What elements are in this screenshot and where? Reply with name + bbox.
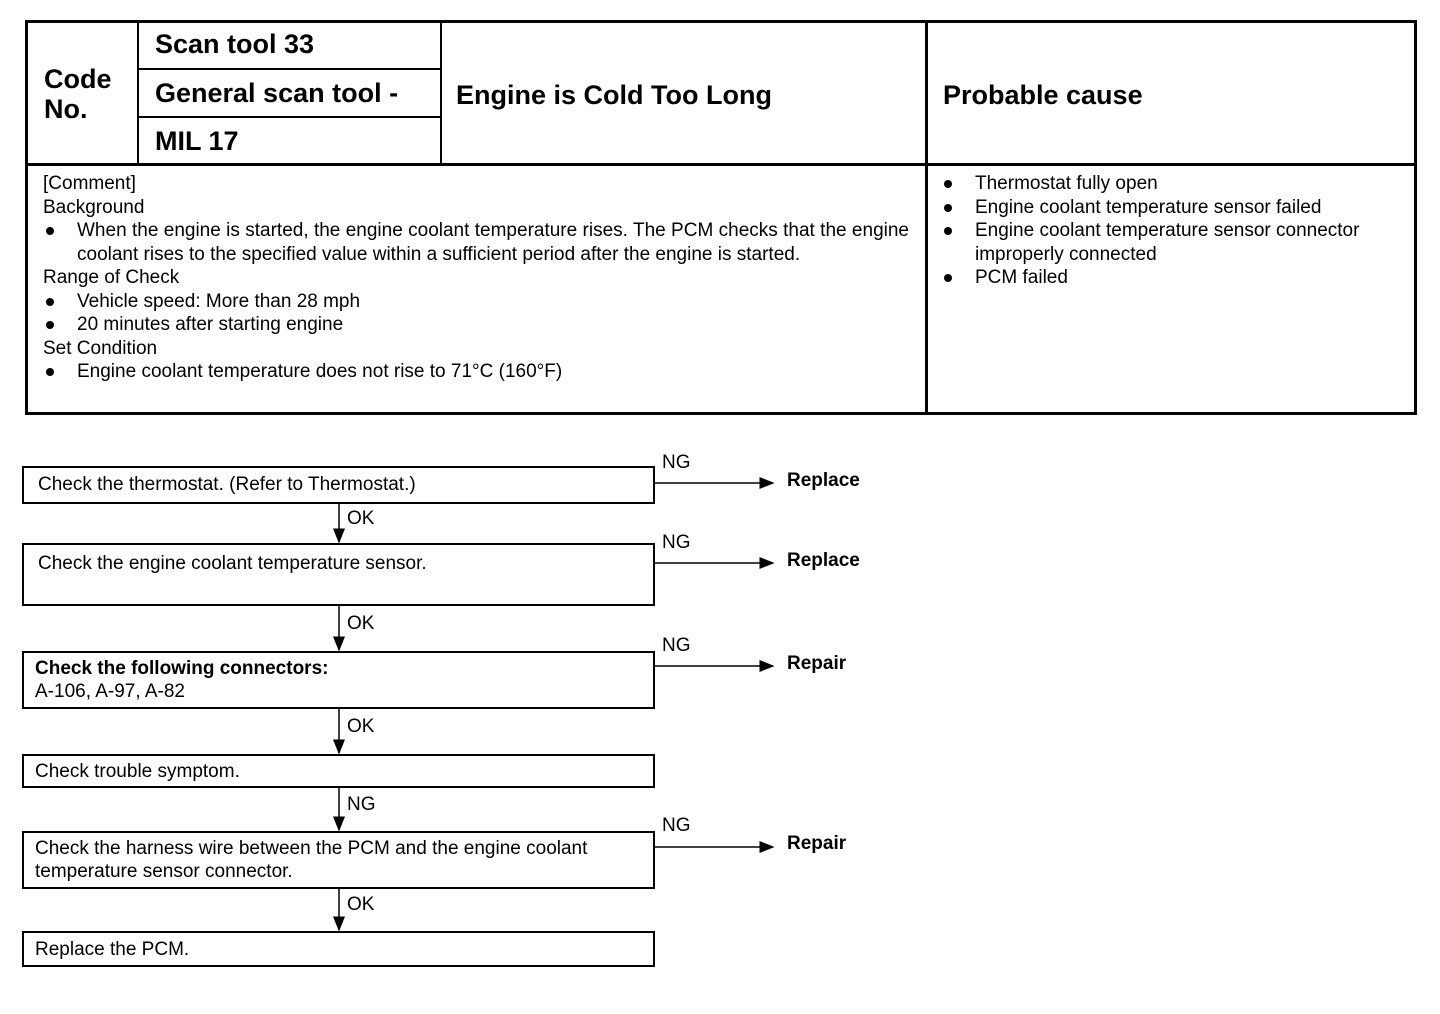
probable-cause-heading: Probable cause: [943, 80, 1143, 110]
set-condition-label: Set Condition: [43, 337, 158, 359]
background-item: When the engine is started, the engine coolant temperature rises. The PCM checks that the engine coolant rises to the specified value within a sufficient period after the engine is started.: [43, 219, 909, 266]
step-check-thermostat: Check the thermostat. (Refer to Thermostat.): [22, 466, 655, 504]
probable-cause-item: PCM failed: [926, 266, 1406, 290]
step-check-connectors: [22, 651, 655, 709]
probable-cause-item: Engine coolant temperature sensor connector improperly connected: [926, 219, 1406, 266]
step-check-trouble-symptom: Check trouble symptom.: [22, 754, 655, 788]
step-check-harness-wire: Check the harness wire between the PCM and the engine coolant temperature sensor connector.: [22, 831, 655, 889]
step-check-coolant-sensor: Check the engine coolant temperature sensor.: [22, 543, 655, 606]
result-replace: Replace: [787, 550, 860, 571]
ok-label: OK: [347, 613, 375, 634]
ng-label: NG: [662, 815, 691, 836]
ng-label: NG: [347, 794, 376, 815]
connectors-list: A-106, A-97, A-82: [35, 681, 185, 702]
ok-label: OK: [347, 508, 375, 529]
mil-code: MIL 17: [155, 126, 239, 156]
range-of-check-label: Range of Check: [43, 267, 180, 288]
set-condition-item: Engine coolant temperature does not rise to 71°C (160°F): [43, 360, 909, 384]
probable-cause-item: Thermostat fully open: [926, 172, 1406, 196]
result-replace: Replace: [787, 470, 860, 491]
general-scan-tool-code: General scan tool -: [155, 78, 399, 108]
ng-label: NG: [662, 452, 691, 473]
result-repair: Repair: [787, 653, 847, 674]
ng-label: NG: [662, 532, 691, 553]
ng-label: NG: [662, 635, 691, 656]
result-repair: Repair: [787, 833, 847, 854]
probable-cause-item: Engine coolant temperature sensor failed: [926, 196, 1406, 220]
background-label: Background: [43, 196, 145, 218]
connectors-title: Check the following connectors:: [35, 658, 329, 679]
scan-tool-code: Scan tool 33: [155, 29, 315, 59]
comment-label: [Comment]: [43, 173, 136, 194]
range-item: Vehicle speed: More than 28 mph: [43, 290, 909, 314]
step-replace-pcm: Replace the PCM.: [22, 931, 655, 967]
page-title: Engine is Cold Too Long: [456, 80, 772, 110]
code-no-label: Code No.: [44, 64, 112, 124]
range-item: 20 minutes after starting engine: [43, 313, 909, 337]
ok-label: OK: [347, 894, 375, 915]
ok-label: OK: [347, 716, 375, 737]
